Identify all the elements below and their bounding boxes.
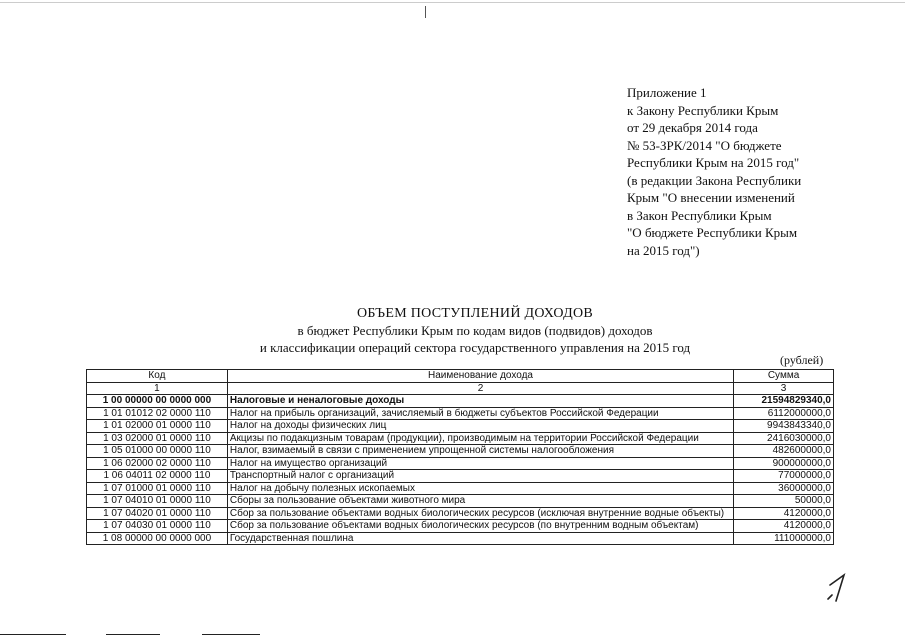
row-name: Государственная пошлина [227, 532, 733, 545]
appendix-line: Крым "О внесении изменений [627, 190, 795, 205]
row-sum: 2416030000,0 [734, 432, 834, 445]
table-row [87, 470, 834, 483]
table-header-row [87, 370, 834, 383]
row-code: 1 00 00000 00 0000 000 [87, 395, 228, 408]
row-sum: 111000000,0 [734, 532, 834, 545]
row-code: 1 01 01012 02 0000 110 [87, 407, 228, 420]
appendix-line: к Закону Республики Крым [627, 102, 779, 118]
table-row [87, 432, 834, 445]
row-code: 1 01 02000 01 0000 110 [87, 420, 228, 433]
footer-line [0, 634, 66, 635]
table-row [87, 495, 834, 508]
handwritten-page-number-mark [826, 573, 852, 603]
table-body [87, 395, 834, 545]
row-name: Налог на добычу полезных ископаемых [227, 482, 733, 495]
row-sum: 4120000,0 [734, 520, 834, 533]
appendix-line: Приложение 1 [627, 85, 707, 100]
footer-line [106, 634, 160, 635]
scan-edge-line [0, 2, 905, 3]
row-sum: 36000000,0 [734, 482, 834, 495]
appendix-line: в Закон Республики Крым [627, 207, 772, 223]
row-code: 1 07 01000 01 0000 110 [87, 482, 228, 495]
row-name: Налог на прибыль организаций, зачисляемый в бюджеты субъектов Российской Федерации [227, 407, 733, 420]
header-name: Наименование дохода [227, 370, 733, 383]
header-sum: Сумма [734, 370, 834, 383]
row-name: Сбор за пользование объектами водных биологических ресурсов (по внутренним водным объектам) [227, 520, 733, 533]
row-name: Транспортный налог с организаций [227, 470, 733, 483]
title-main: ОБЪЕМ ПОСТУПЛЕНИЙ ДОХОДОВ [356, 306, 594, 321]
row-sum: 900000000,0 [734, 457, 834, 470]
row-code: 1 07 04020 01 0000 110 [87, 507, 228, 520]
scan-mark [424, 6, 427, 18]
row-sum: 6112000000,0 [734, 407, 834, 420]
row-code: 1 07 04030 01 0000 110 [87, 520, 228, 533]
appendix-line: № 53-ЗРК/2014 "О бюджете [627, 137, 782, 153]
table-column-numbers [87, 382, 834, 395]
row-sum: 482600000,0 [734, 445, 834, 458]
table-row [87, 395, 834, 408]
col-number-2: 2 [227, 382, 733, 395]
appendix-header [627, 84, 847, 259]
row-code: 1 05 01000 00 0000 110 [87, 445, 228, 458]
row-sum: 9943843340,0 [734, 420, 834, 433]
row-name: Налоговые и неналоговые доходы [227, 395, 733, 408]
appendix-line: от 29 декабря 2014 года [627, 120, 758, 135]
title-line-2: в бюджет Республики Крым по кодам видов (подвидов) доходов [297, 323, 653, 338]
row-code: 1 08 00000 00 0000 000 [87, 532, 228, 545]
row-name: Налог на имущество организаций [227, 457, 733, 470]
row-sum: 50000,0 [734, 495, 834, 508]
row-code: 1 07 04010 01 0000 110 [87, 495, 228, 508]
row-code: 1 06 04011 02 0000 110 [87, 470, 228, 483]
appendix-line: Республики Крым на 2015 год" [627, 155, 800, 170]
row-name: Сбор за пользование объектами водных биологических ресурсов (исключая внутренние водные объекты) [227, 507, 733, 520]
table-row [87, 482, 834, 495]
appendix-line: на 2015 год") [627, 242, 700, 258]
revenue-table [86, 369, 834, 545]
table-row [87, 445, 834, 458]
col-number-3: 3 [734, 382, 834, 395]
row-name: Акцизы по подакцизным товарам (продукции), производимым на территории Российской Федерации [227, 432, 733, 445]
row-name: Сборы за пользование объектами животного мира [227, 495, 733, 508]
appendix-line: (в редакции Закона Республики [627, 172, 802, 188]
row-name: Налог, взимаемый в связи с применением упрощенной системы налогообложения [227, 445, 733, 458]
col-number-1: 1 [87, 382, 228, 395]
appendix-line: "О бюджете Республики Крым [627, 225, 798, 240]
unit-label: (рублей) [780, 353, 824, 367]
row-code: 1 06 02000 02 0000 110 [87, 457, 228, 470]
table-row [87, 407, 834, 420]
table-row [87, 420, 834, 433]
row-sum: 21594829340,0 [734, 395, 834, 408]
title-line-3: и классификации операций сектора государственного управления на 2015 год [259, 340, 691, 355]
document-title [160, 305, 790, 356]
row-name: Налог на доходы физических лиц [227, 420, 733, 433]
table-row [87, 507, 834, 520]
table-row [87, 520, 834, 533]
row-sum: 4120000,0 [734, 507, 834, 520]
table-row [87, 457, 834, 470]
header-code: Код [87, 370, 228, 383]
table-row [87, 532, 834, 545]
footer-line [202, 634, 260, 635]
row-code: 1 03 02000 01 0000 110 [87, 432, 228, 445]
row-sum: 77000000,0 [734, 470, 834, 483]
